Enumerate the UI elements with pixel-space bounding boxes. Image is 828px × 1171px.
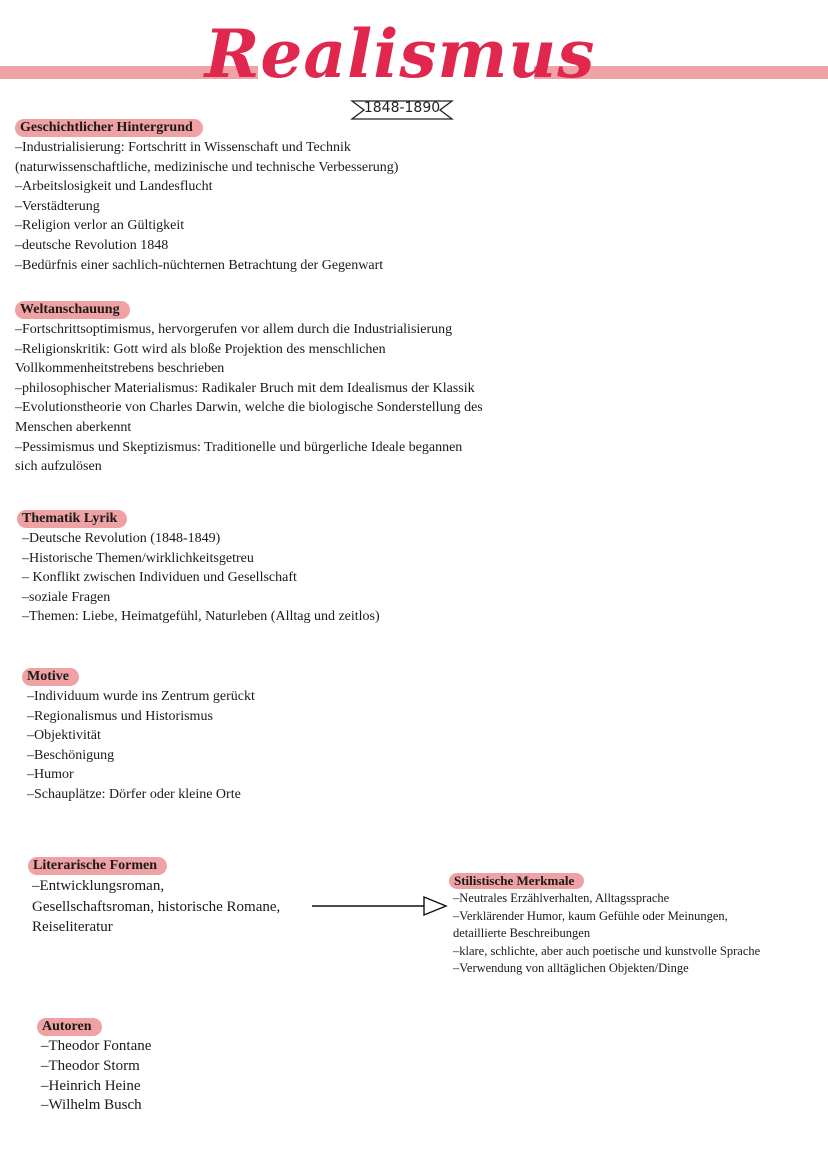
list-item: –Wilhelm Busch (41, 1097, 142, 1114)
list-item: –Deutsche Revolution (1848-1849) (22, 531, 221, 546)
list-item: –Bedürfnis einer sachlich-nüchternen Betrachtung der Gegenwart (15, 257, 384, 273)
list-item: –Neutrales Erzählverhalten, Alltagssprache (453, 891, 670, 905)
section-heading: Stilistische Merkmale (449, 873, 584, 889)
period-text: 1848-1890 (363, 100, 441, 116)
list-item: –Religionskritik: Gott wird als bloße Projektion des menschlichen (15, 341, 386, 357)
list-item: –Historische Themen/wirklichkeitsgetreu (22, 550, 254, 566)
list-item: –Heinrich Heine (41, 1077, 141, 1094)
list-item: sich aufzulösen (15, 459, 102, 475)
list-item: Reiseliteratur (32, 919, 113, 935)
section-body (15, 138, 398, 275)
section-heading: Thematik Lyrik (17, 510, 127, 528)
list-item: –Evolutionstheorie von Charles Darwin, welche die biologische Sonderstellung des (15, 400, 483, 416)
list-item: –philosophischer Materialismus: Radikaler Bruch mit dem Idealismus der Klassik (15, 380, 475, 396)
list-item: –Religion verlor an Gültigkeit (15, 218, 185, 234)
list-item: –Industrialisierung: Fortschritt in Wissenschaft und Technik (15, 140, 351, 155)
list-item: Gesellschaftsroman, historische Romane, (32, 898, 281, 915)
list-item: –Themen: Liebe, Heimatgefühl, Naturleben (Alltag und zeitlos) (22, 609, 380, 625)
list-item: –soziale Fragen (22, 589, 111, 605)
section-thematik-lyrik (17, 509, 380, 627)
list-item: –Theodor Storm (41, 1057, 140, 1074)
list-item: –Individuum wurde ins Zentrum gerückt (27, 689, 255, 704)
section-body (17, 529, 380, 627)
section-body (22, 687, 255, 805)
list-item: –Arbeitslosigkeit und Landesflucht (15, 179, 213, 195)
section-body (15, 320, 483, 477)
section-autoren (37, 1017, 151, 1116)
list-item: Vollkommenheitstrebens beschrieben (15, 361, 225, 377)
list-item: –Beschönigung (27, 747, 115, 763)
section-body (449, 890, 760, 978)
list-item: –Humor (27, 767, 74, 783)
list-item: – Konflikt zwischen Individuen und Gesellschaft (22, 570, 297, 586)
list-item: –Verwendung von alltäglichen Objekten/Dinge (453, 961, 689, 976)
list-item: (naturwissenschaftliche, medizinische und technische Verbesserung) (15, 159, 399, 175)
section-geschichtlicher-hintergrund (15, 118, 398, 275)
list-item: –Regionalismus und Historismus (27, 708, 213, 724)
list-item: –Verstädterung (15, 198, 100, 214)
section-weltanschauung (15, 300, 483, 477)
section-stilistische-merkmale (449, 872, 760, 978)
section-heading: Motive (22, 668, 79, 686)
list-item: detaillierte Beschreibungen (453, 926, 591, 941)
page-title-text: Realismus (204, 15, 596, 93)
list-item: –Verklärender Humor, kaum Gefühle oder Meinungen, (453, 908, 728, 923)
list-item: –deutsche Revolution 1848 (15, 237, 169, 253)
section-body (37, 1037, 151, 1116)
section-heading: Weltanschauung (15, 301, 130, 319)
list-item: –klare, schlichte, aber auch poetische und kunstvolle Sprache (453, 943, 761, 958)
section-heading: Autoren (37, 1018, 102, 1036)
list-item: –Theodor Fontane (41, 1038, 152, 1054)
list-item: –Fortschrittsoptimismus, hervorgerufen vor allem durch die Industrialisierung (15, 322, 453, 337)
list-item: –Objektivität (27, 728, 101, 744)
section-heading: Literarische Formen (28, 857, 167, 875)
section-body (28, 876, 280, 938)
list-item: –Pessimismus und Skeptizismus: Traditionelle und bürgerliche Ideale begannen (15, 439, 463, 455)
list-item: Menschen aberkennt (15, 419, 132, 435)
section-heading: Geschichtlicher Hintergrund (15, 119, 203, 137)
list-item: –Schauplätze: Dörfer oder kleine Orte (27, 786, 241, 802)
arrow-right-icon (310, 895, 450, 917)
section-motive (22, 667, 255, 805)
list-item: –Entwicklungsroman, (32, 878, 165, 894)
page-title (204, 6, 596, 102)
section-literarische-formen (28, 856, 280, 938)
